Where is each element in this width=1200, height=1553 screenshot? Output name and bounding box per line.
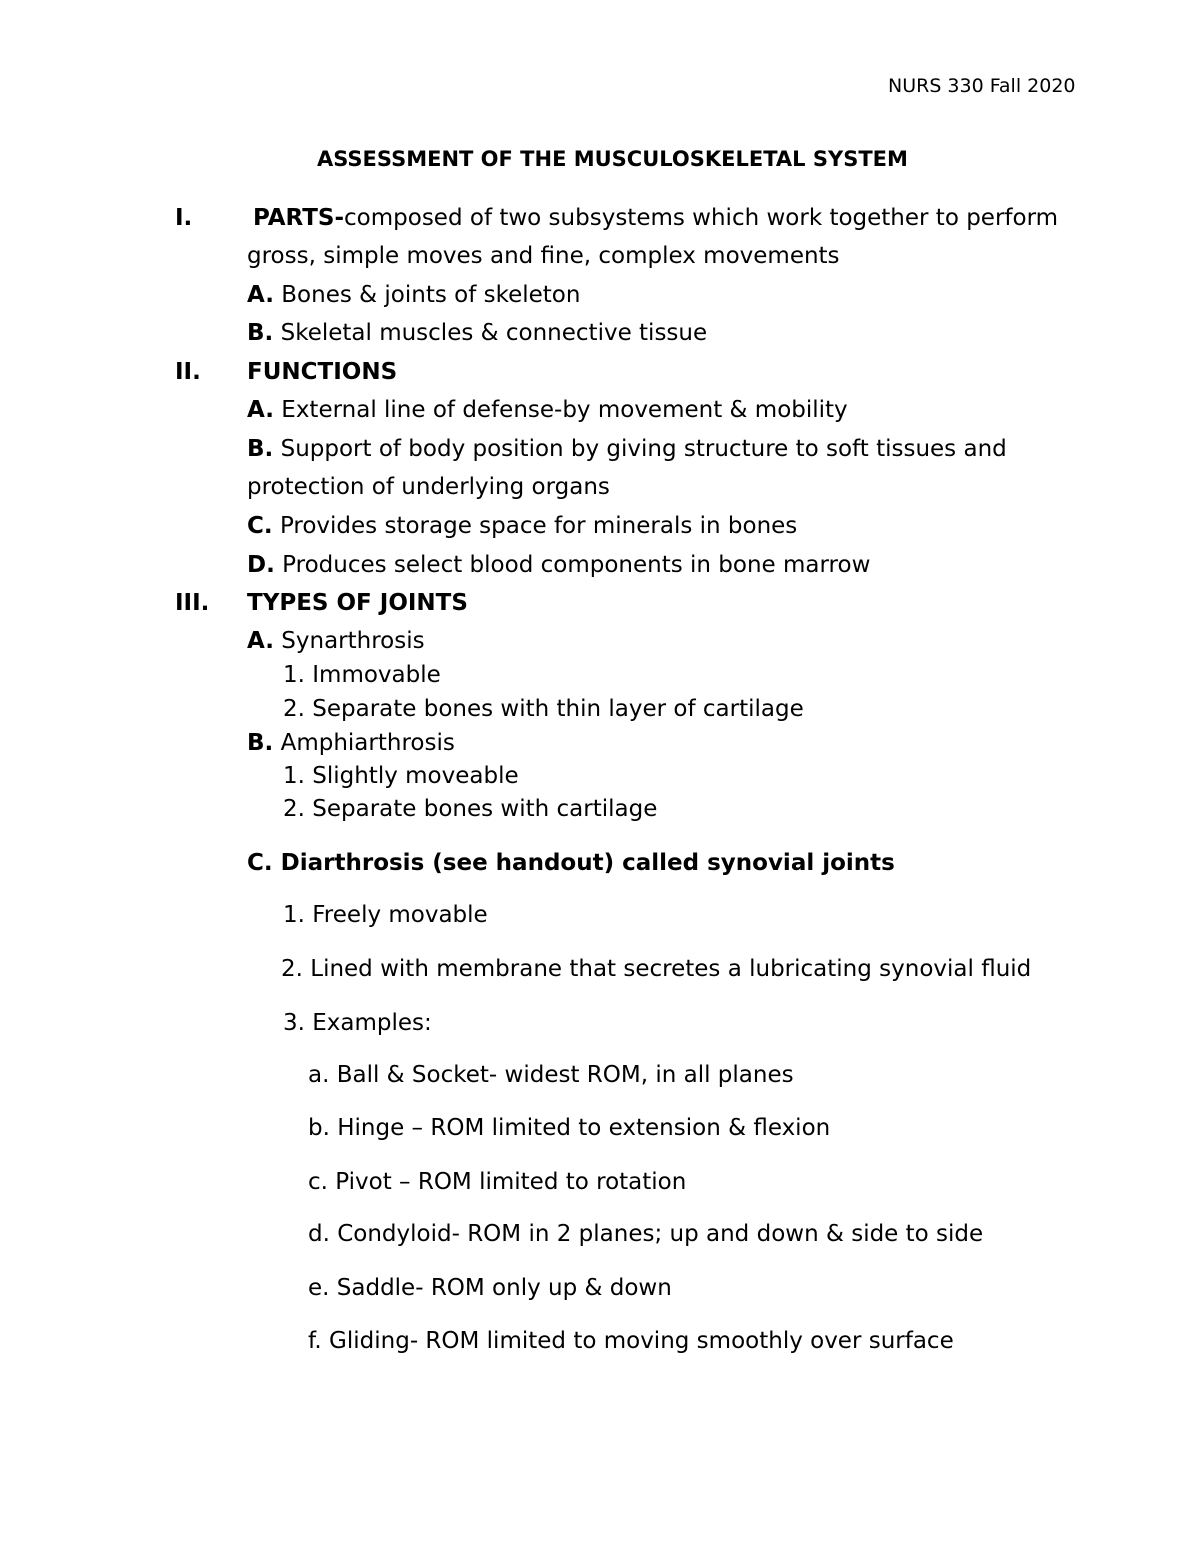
item-text: Amphiarthrosis bbox=[280, 730, 455, 756]
header-course: NURS 330 Fall 2020 bbox=[888, 75, 1076, 97]
list-item bbox=[247, 438, 1007, 461]
list-item bbox=[247, 852, 895, 875]
item-marker: A. bbox=[247, 282, 274, 308]
sub-item: 2. Lined with membrane that secretes a lubricating synovial fluid bbox=[281, 956, 1032, 982]
item-text: Provides storage space for minerals in bones bbox=[279, 513, 798, 539]
item-marker: B. bbox=[247, 320, 274, 346]
item-marker: D. bbox=[247, 552, 275, 578]
example-item: e. Saddle- ROM only up & down bbox=[308, 1275, 672, 1301]
document-title: ASSESSMENT OF THE MUSCULOSKELETAL SYSTEM bbox=[317, 147, 908, 171]
section-numeral: II. bbox=[175, 359, 201, 385]
item-marker: C. bbox=[247, 513, 273, 539]
section-parts-line1 bbox=[253, 207, 1058, 230]
sub-item: 3. Examples: bbox=[283, 1010, 432, 1036]
sub-item: 1. Slightly moveable bbox=[283, 763, 519, 789]
list-item bbox=[247, 554, 870, 577]
item-text: Skeletal muscles & connective tissue bbox=[280, 320, 708, 346]
example-item: d. Condyloid- ROM in 2 planes; up and down & side to side bbox=[308, 1221, 984, 1247]
item-text: Bones & joints of skeleton bbox=[281, 282, 581, 308]
list-item bbox=[247, 732, 455, 755]
item-text: Diarthrosis (see handout) called synovial joints bbox=[280, 850, 895, 876]
sub-item: 2. Separate bones with cartilage bbox=[283, 796, 658, 822]
section-heading: FUNCTIONS bbox=[247, 359, 398, 385]
item-marker: B. bbox=[247, 730, 274, 756]
section-heading: TYPES OF JOINTS bbox=[247, 590, 468, 616]
item-marker: A. bbox=[247, 628, 274, 654]
sub-item: 1. Immovable bbox=[283, 662, 441, 688]
list-item bbox=[247, 322, 707, 345]
section-numeral: I. bbox=[175, 205, 193, 231]
list-item bbox=[247, 630, 425, 653]
sub-item: 1. Freely movable bbox=[283, 902, 488, 928]
section-numeral: III. bbox=[175, 590, 210, 616]
section-text: composed of two subsystems which work together to perform bbox=[344, 205, 1059, 231]
sub-item: 2. Separate bones with thin layer of cartilage bbox=[283, 696, 804, 722]
example-item: a. Ball & Socket- widest ROM, in all planes bbox=[308, 1062, 794, 1088]
item-marker: A. bbox=[247, 397, 274, 423]
item-text: External line of defense-by movement & mobility bbox=[281, 397, 848, 423]
section-heading: PARTS- bbox=[253, 205, 345, 231]
list-item bbox=[247, 515, 797, 538]
example-item: f. Gliding- ROM limited to moving smoothly over surface bbox=[308, 1328, 954, 1354]
list-item bbox=[247, 399, 848, 422]
example-item: c. Pivot – ROM limited to rotation bbox=[308, 1169, 687, 1195]
item-text-continued: protection of underlying organs bbox=[247, 474, 610, 500]
section-parts-line2: gross, simple moves and fine, complex movements bbox=[247, 243, 840, 269]
item-marker: C. bbox=[247, 850, 273, 876]
item-text: Synarthrosis bbox=[281, 628, 425, 654]
list-item bbox=[247, 284, 580, 307]
item-marker: B. bbox=[247, 436, 274, 462]
item-text: Produces select blood components in bone marrow bbox=[282, 552, 871, 578]
item-text: Support of body position by giving structure to soft tissues and bbox=[280, 436, 1007, 462]
example-item: b. Hinge – ROM limited to extension & flexion bbox=[308, 1115, 831, 1141]
